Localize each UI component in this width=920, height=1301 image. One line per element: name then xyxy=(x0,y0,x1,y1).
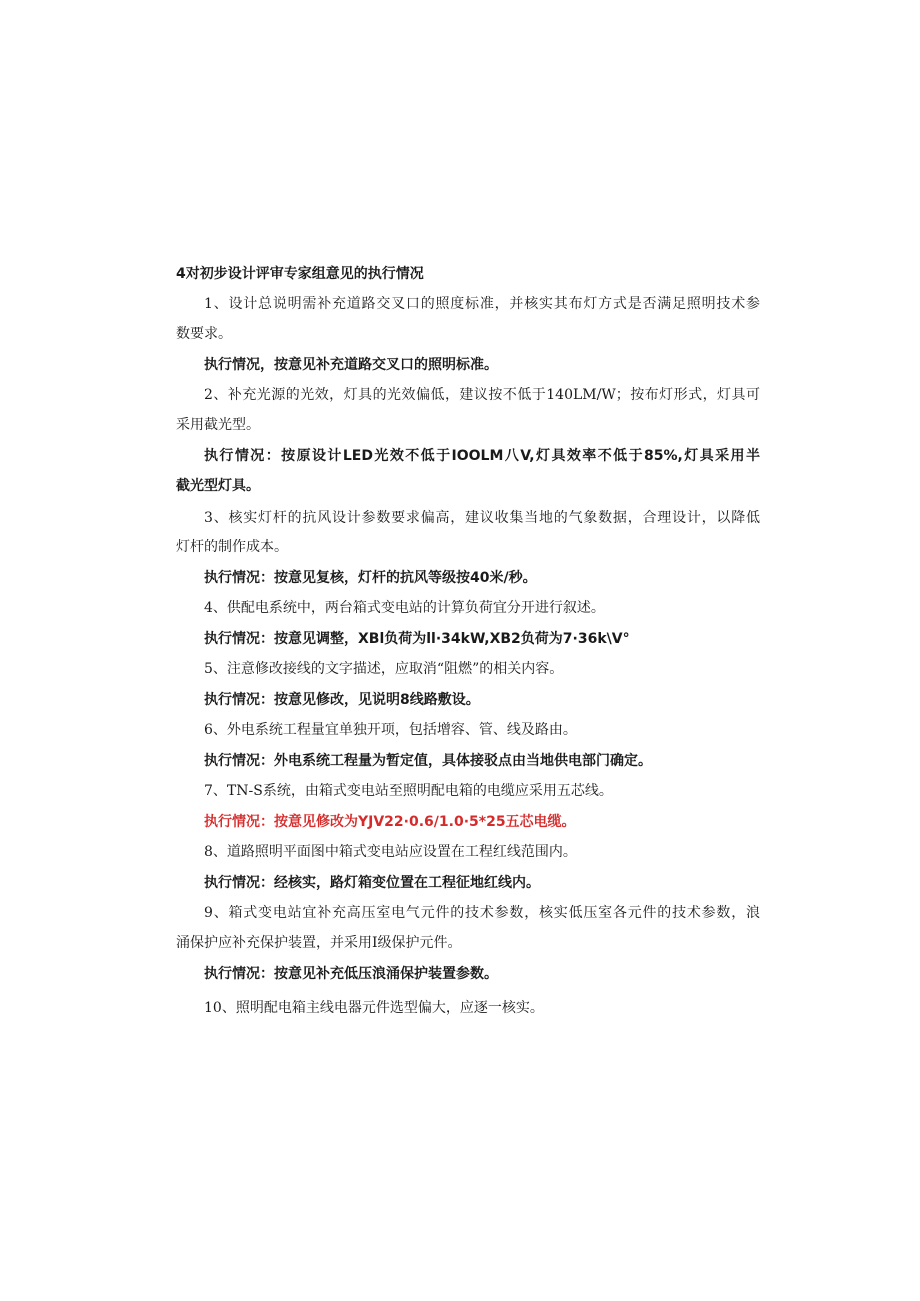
opinion-10: 10、照明配电箱主线电器元件选型偏大，应逐一核实。 xyxy=(204,1000,544,1016)
section-heading: 4对初步设计评审专家组意见的执行情况 xyxy=(176,266,424,282)
opinion-3-line-2: 灯杆的制作成本。 xyxy=(176,539,288,555)
response-2-line-1: 执行情况：按原设计LED光效不低于IOOLM八V,灯具效率不低于85%,灯具采用半 xyxy=(204,448,760,464)
opinion-4: 4、供配电系统中，两台箱式变电站的计算负荷宜分开进行叙述。 xyxy=(204,600,605,616)
response-5: 执行情况：按意见修改，见说明8线路敷设。 xyxy=(204,692,480,708)
opinion-2-line-1: 2、补充光源的光效，灯具的光效偏低，建议按不低于140LM/W；按布灯形式，灯具可 xyxy=(204,387,760,403)
opinion-9-line-2: 涌保护应补充保护装置，并采用I级保护元件。 xyxy=(176,935,462,951)
response-2-line-2: 截光型灯具。 xyxy=(176,478,260,494)
opinion-9-line-1: 9、箱式变电站宜补充高压室电气元件的技术参数，核实低压室各元件的技术参数，浪 xyxy=(204,905,760,921)
response-9: 执行情况：按意见补充低压浪涌保护装置参数。 xyxy=(204,966,498,982)
opinion-7: 7、TN-S系统，由箱式变电站至照明配电箱的电缆应采用五芯线。 xyxy=(204,783,613,799)
opinion-1-line-2: 数要求。 xyxy=(176,326,232,342)
response-8: 执行情况：经核实，路灯箱变位置在工程征地红线内。 xyxy=(204,875,540,891)
opinion-2-line-2: 采用截光型。 xyxy=(176,417,260,433)
opinion-5: 5、注意修改接线的文字描述，应取消“阻燃”的相关内容。 xyxy=(204,661,564,677)
response-7: 执行情况：按意见修改为YJV22·0.6∕1.0·5*25五芯电缆。 xyxy=(204,814,576,830)
response-1: 执行情况，按意见补充道路交叉口的照明标准。 xyxy=(204,357,498,373)
response-3: 执行情况：按意见复核，灯杆的抗风等级按40米/秒。 xyxy=(204,570,537,586)
opinion-6: 6、外电系统工程量宜单独开项，包括增容、管、线及路由。 xyxy=(204,722,577,738)
opinion-3-line-1: 3、核实灯杆的抗风设计参数要求偏高，建议收集当地的气象数据，合理设计，以降低 xyxy=(204,510,760,526)
opinion-8: 8、道路照明平面图中箱式变电站应设置在工程红线范围内。 xyxy=(204,844,577,860)
response-4: 执行情况：按意见调整，XBl负荷为ll·34kW,XB2负荷为7·36k\V° xyxy=(204,631,630,647)
response-6: 执行情况：外电系统工程量为暂定值，具体接驳点由当地供电部门确定。 xyxy=(204,753,652,769)
opinion-1-line-1: 1、设计总说明需补充道路交叉口的照度标准，并核实其布灯方式是否满足照明技术参 xyxy=(204,296,760,312)
